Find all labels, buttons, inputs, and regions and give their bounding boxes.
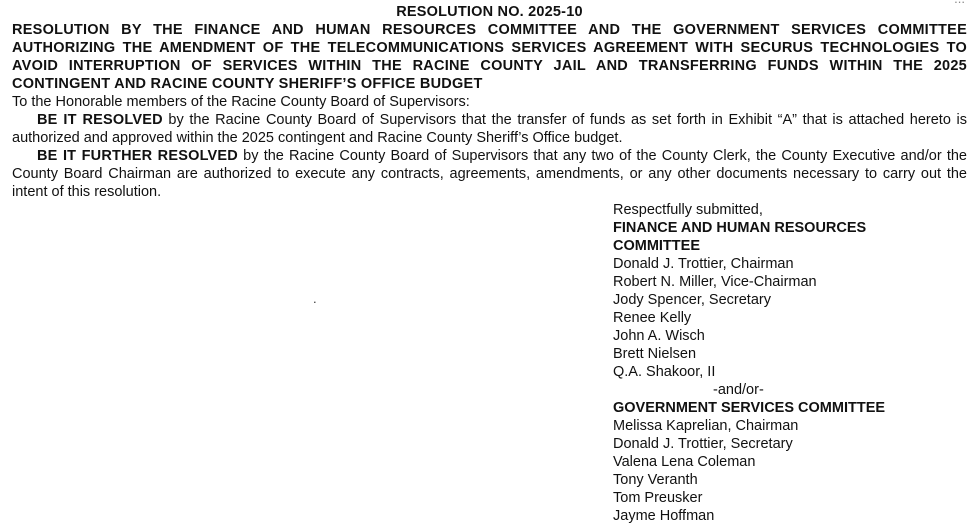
committee1-member: Robert N. Miller, Vice-Chairman [613,274,817,290]
and-or-separator: -and/or- [713,382,764,398]
signature-block [613,201,943,525]
committee1-member: Donald J. Trottier, Chairman [613,256,794,272]
committee2-member: Donald J. Trottier, Secretary [613,436,793,452]
closing: Respectfully submitted, [613,202,763,218]
resolution-title: RESOLUTION NO. 2025-10 [396,4,583,20]
committee1-member: Jody Spencer, Secretary [613,292,771,308]
committee1-member: Renee Kelly [613,310,692,326]
committee2-member: Melissa Kaprelian, Chairman [613,418,799,434]
further-resolved-lead: BE IT FURTHER RESOLVED [37,148,238,164]
resolved-lead: BE IT RESOLVED [37,112,163,128]
committee1-member: Q.A. Shakoor, II [613,364,716,380]
committee2-member: Tom Preusker [613,490,703,506]
committee2-member: Jayme Hoffman [613,508,715,524]
committee1-name: FINANCE AND HUMAN RESOURCES COMMITTEE [613,220,867,254]
salutation: To the Honorable members of the Racine County Board of Supervisors: [12,94,470,110]
further-resolved-text: by the Racine County Board of Supervisors that any two of the County Clerk, the County Executive and/or the County Board Chairman are authorized to execute any contracts, agreements, amendments, or any other documents necessary to carry out the intent of this resolution. [12,148,967,200]
committee2-member: Tony Veranth [613,472,698,488]
committee1-member: John A. Wisch [613,328,705,344]
committee2-name: GOVERNMENT SERVICES COMMITTEE [613,400,886,416]
stray-mark: . [313,291,317,306]
committee1-member: Brett Nielsen [613,346,697,362]
committee2-member: Valena Lena Coleman [613,454,756,470]
resolution-heading: RESOLUTION BY THE FINANCE AND HUMAN RESOURCES COMMITTEE AND THE GOVERNMENT SERVICES COMMITTEE AUTHORIZING THE AMENDMENT OF THE TELECOMMUNICATIONS SERVICES AGREEMENT WITH SECURUS TECHNOLOGIES TO AVOID INTERRUPTION OF SERVICES WITHIN THE RACINE COUNTY JAIL AND TRANSFERRING FUNDS WITHIN THE 2025 CONTINGENT AND RACINE COUNTY SHERIFF’S OFFICE BUDGET [12,22,967,92]
further-resolved-paragraph [12,147,967,201]
resolved-text: by the Racine County Board of Supervisors that the transfer of funds as set forth in Exhibit “A” that is attached hereto is authorized and approved within the 2025 contingent and Racine County Sheriff’s Office budget. [12,112,968,146]
resolved-paragraph [12,111,967,147]
